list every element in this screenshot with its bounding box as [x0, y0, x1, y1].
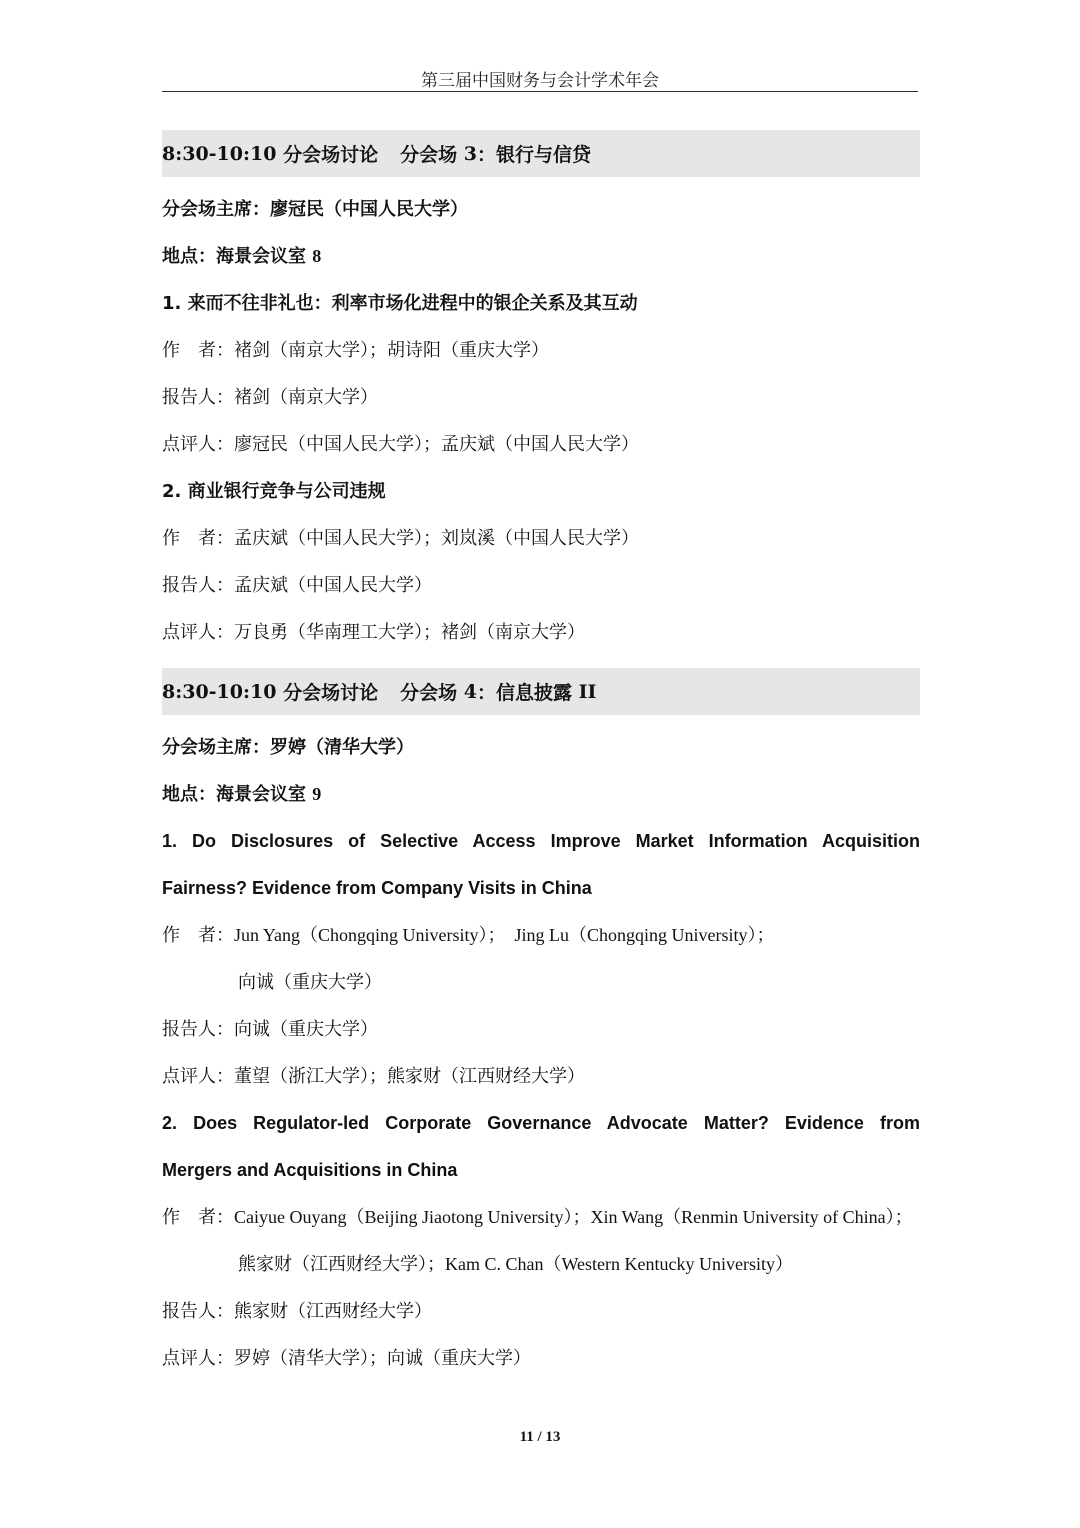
- session-location: [162, 233, 920, 280]
- paper-title: 2. 商业银行竞争与公司违规: [162, 481, 386, 502]
- session-room-label: 分会场: [400, 682, 458, 704]
- session-topic: ：银行与信贷: [476, 144, 591, 166]
- location-number: 9: [312, 784, 322, 804]
- session-room-number: 4: [463, 680, 477, 703]
- page-separator: /: [537, 1429, 542, 1445]
- paper-presenter: 报告人：孟庆斌（中国人民大学）: [162, 575, 432, 596]
- paper-discussant: 点评人：廖冠民（中国人民大学）；孟庆斌（中国人民大学）: [162, 434, 639, 455]
- authors-list: 熊家财（江西财经大学）；: [238, 1254, 445, 1275]
- paper-title-line: Mergers and Acquisitions in China: [162, 1160, 458, 1180]
- paper-authors: [162, 1194, 920, 1241]
- authors-prefix: 作 者：: [162, 1207, 234, 1228]
- document-body: [162, 130, 920, 1382]
- paper-title-line: 1. Do Disclosures of Selective Access Improve Market Information Acquisition: [162, 831, 920, 851]
- paper-authors-continued: 向诚（重庆大学）: [238, 972, 382, 993]
- session-label: 分会场讨论: [283, 682, 379, 704]
- session-time: 8:30-10:10: [162, 680, 277, 703]
- location-number: 8: [312, 246, 322, 266]
- session-header: [162, 130, 920, 177]
- location-label: 地点：海景会议室: [162, 246, 306, 267]
- session-chair: 分会场主席：罗婷（清华大学）: [162, 737, 414, 758]
- session-room-label: 分会场: [400, 144, 458, 166]
- paper-title-line: Fairness? Evidence from Company Visits in China: [162, 878, 592, 898]
- location-label: 地点：海景会议室: [162, 784, 306, 805]
- session-topic-suffix: II: [578, 680, 597, 703]
- session-chair: 分会场主席：廖冠民（中国人民大学）: [162, 199, 468, 220]
- session-header: [162, 668, 920, 715]
- session-label: 分会场讨论: [283, 144, 379, 166]
- page-total: 13: [545, 1429, 561, 1445]
- page-header: 第三届中国财务与会计学术年会: [421, 71, 659, 91]
- page-number: [0, 1429, 1080, 1446]
- session-room-number: 3: [463, 142, 477, 165]
- paper-title: 1. 来而不往非礼也：利率市场化进程中的银企关系及其互动: [162, 293, 638, 314]
- session-time: 8:30-10:10: [162, 142, 277, 165]
- paper-discussant: 点评人：万良勇（华南理工大学）；褚剑（南京大学）: [162, 622, 585, 643]
- paper-discussant: 点评人：罗婷（清华大学）；向诚（重庆大学）: [162, 1348, 531, 1369]
- paper-authors-continued: [162, 1241, 920, 1288]
- paper-presenter: 报告人：向诚（重庆大学）: [162, 1019, 378, 1040]
- session-location: [162, 771, 920, 818]
- paper-presenter: 报告人：熊家财（江西财经大学）: [162, 1301, 432, 1322]
- authors-list: Kam C. Chan（Western Kentucky University）: [445, 1254, 793, 1274]
- authors-list: Caiyue Ouyang（Beijing Jiaotong University）；Xin Wang（Renmin University of China）；: [234, 1207, 913, 1227]
- authors-list: Jun Yang（Chongqing University）； Jing Lu（Chongqing University）；: [234, 925, 775, 945]
- paper-presenter: 报告人：褚剑（南京大学）: [162, 387, 378, 408]
- header-divider: [162, 91, 918, 92]
- page-current: 11: [519, 1429, 534, 1445]
- paper-title-line: 2. Does Regulator-led Corporate Governance Advocate Matter? Evidence from: [162, 1113, 920, 1133]
- paper-authors: 作 者：褚剑（南京大学）；胡诗阳（重庆大学）: [162, 340, 549, 361]
- authors-prefix: 作 者：: [162, 925, 234, 946]
- paper-authors: [162, 912, 920, 959]
- paper-discussant: 点评人：董望（浙江大学）；熊家财（江西财经大学）: [162, 1066, 585, 1087]
- session-topic: ：信息披露: [476, 682, 572, 704]
- paper-authors: 作 者：孟庆斌（中国人民大学）；刘岚溪（中国人民大学）: [162, 528, 639, 549]
